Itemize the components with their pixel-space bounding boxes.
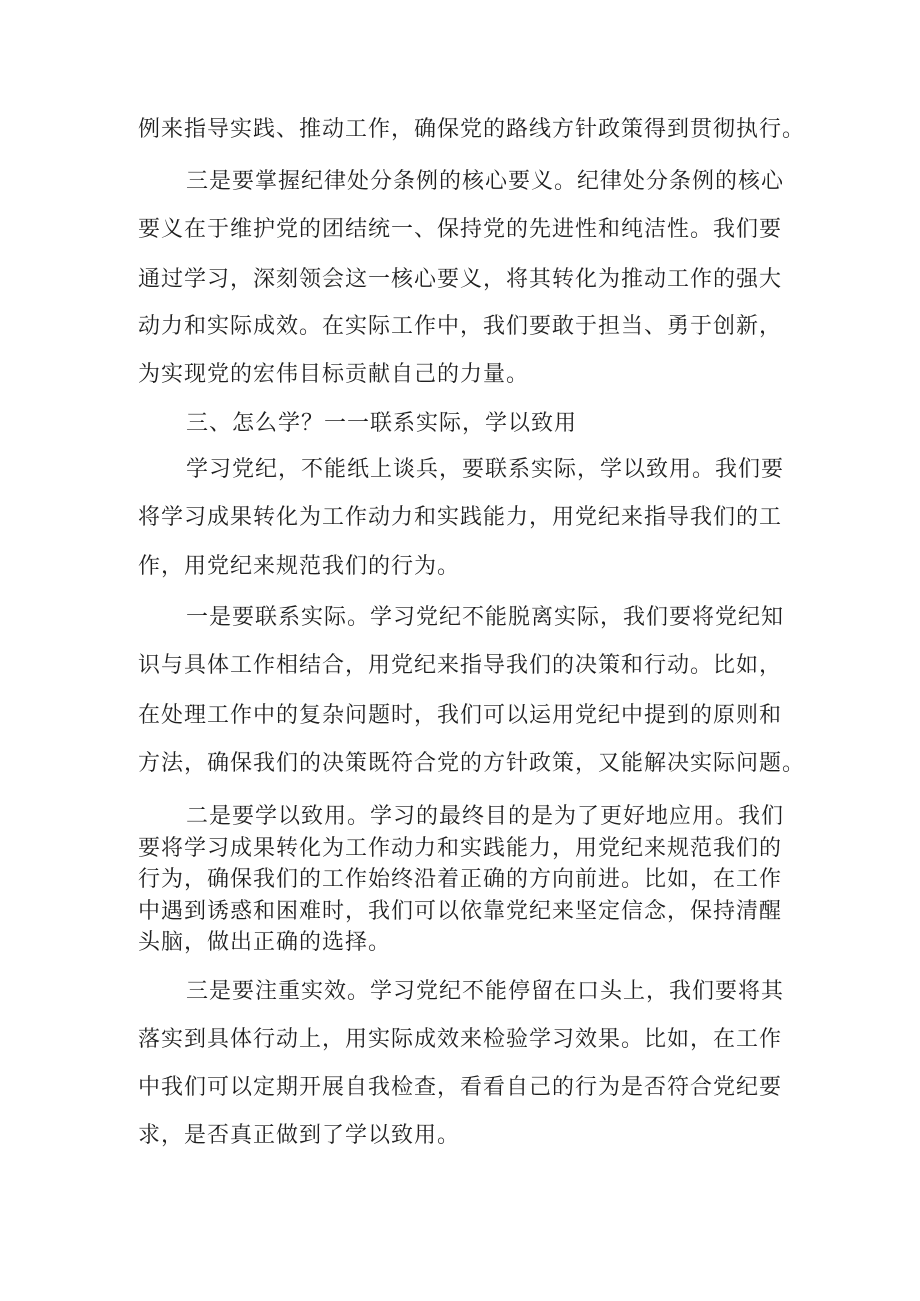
paragraph-line: 求，是否真正做到了学以致用。 bbox=[138, 1123, 461, 1148]
paragraph-line: 行为，确保我们的工作始终沿着正确的方向前进。比如，在工作 bbox=[138, 867, 783, 892]
paragraph-line: 中遇到诱惑和困难时，我们可以依靠党纪来坚定信念，保持清醒 bbox=[138, 899, 783, 924]
section-heading: 三、怎么学？一一联系实际，学以致用 bbox=[186, 411, 578, 436]
paragraph-line: 方法，确保我们的决策既符合党的方针政策，又能解决实际问题。 bbox=[138, 751, 806, 776]
paragraph-line: 通过学习，深刻领会这一核心要义，将其转化为推动工作的强大 bbox=[138, 267, 783, 292]
paragraph-line: 要义在于维护党的团结统一、保持党的先进性和纯洁性。我们要 bbox=[138, 217, 783, 242]
paragraph-line: 学习党纪，不能纸上谈兵，要联系实际，学以致用。我们要 bbox=[186, 457, 785, 482]
paragraph-line: 一是要联系实际。学习党纪不能脱离实际，我们要将党纪知 bbox=[186, 605, 785, 630]
paragraph-line: 三是要注重实效。学习党纪不能停留在口头上，我们要将其 bbox=[186, 979, 785, 1004]
paragraph-line: 动力和实际成效。在实际工作中，我们要敢于担当、勇于创新， bbox=[138, 314, 783, 339]
paragraph-line: 落实到具体行动上，用实际成效来检验学习效果。比如，在工作 bbox=[138, 1027, 783, 1052]
paragraph-line: 要将学习成果转化为工作动力和实践能力，用党纪来规范我们的 bbox=[138, 836, 783, 861]
paragraph-line: 二是要学以致用。学习的最终目的是为了更好地应用。我们 bbox=[186, 804, 785, 829]
paragraph-line: 为实现党的宏伟目标贡献自己的力量。 bbox=[138, 362, 530, 387]
paragraph-line: 识与具体工作相结合，用党纪来指导我们的决策和行动。比如， bbox=[138, 653, 783, 678]
paragraph-line: 中我们可以定期开展自我检查，看看自己的行为是否符合党纪要 bbox=[138, 1075, 783, 1100]
paragraph-line: 将学习成果转化为工作动力和实践能力，用党纪来指导我们的工 bbox=[138, 505, 783, 530]
paragraph-line: 头脑，做出正确的选择。 bbox=[138, 930, 392, 955]
paragraph-line: 作，用党纪来规范我们的行为。 bbox=[138, 554, 461, 579]
paragraph-line: 在处理工作中的复杂问题时，我们可以运用党纪中提到的原则和 bbox=[138, 703, 783, 728]
paragraph-line: 三是要掌握纪律处分条例的核心要义。纪律处分条例的核心 bbox=[186, 169, 785, 194]
paragraph-line: 例来指导实践、推动工作，确保党的路线方针政策得到贯彻执行。 bbox=[138, 117, 806, 142]
